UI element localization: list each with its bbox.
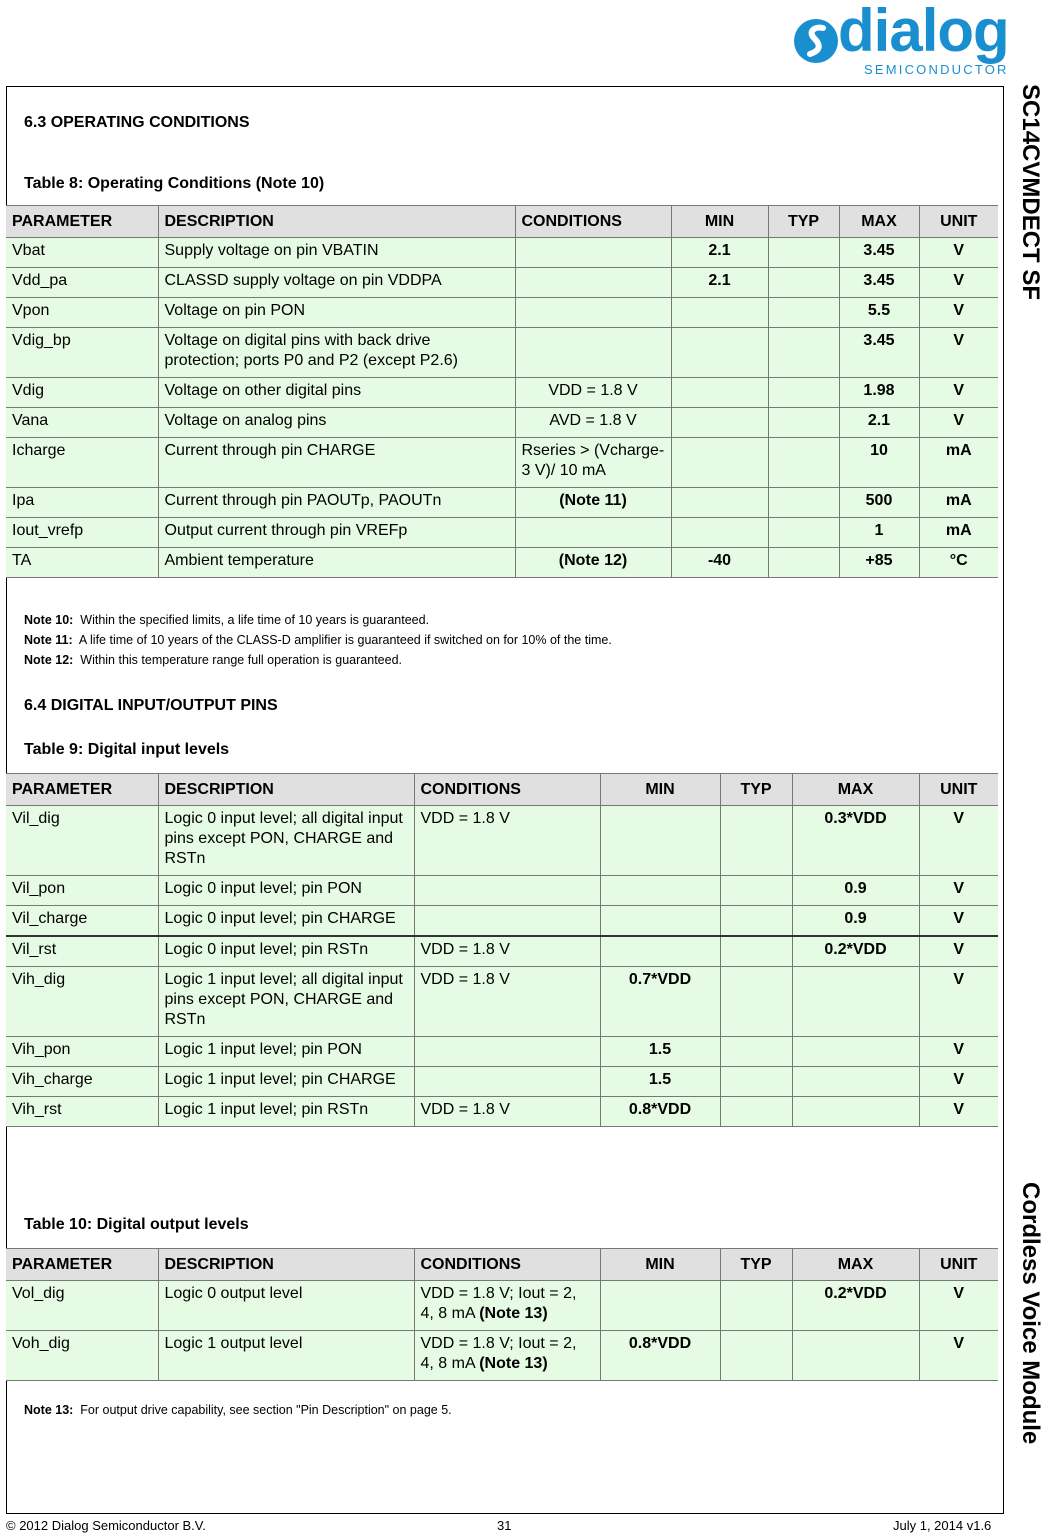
cell-description: Logic 0 output level [158, 1281, 414, 1331]
cell-conditions: Rseries > (Vcharge-3 V)/ 10 mA [515, 438, 671, 488]
cell-max: 0.3*VDD [792, 806, 919, 876]
cell-unit: V [919, 936, 998, 967]
cell-conditions [515, 328, 671, 378]
cell-parameter: Ipa [6, 488, 158, 518]
table8-title: Table 8: Operating Conditions (Note 10) [24, 175, 325, 192]
cell-conditions: VDD = 1.8 V [414, 967, 600, 1037]
table-row [6, 238, 998, 268]
note-label: Note 10: [24, 613, 74, 627]
table9-digital-input-levels [6, 773, 998, 1127]
cell-min [600, 1281, 720, 1331]
table10-header-max: MAX [792, 1249, 919, 1281]
note-item [24, 650, 612, 670]
cell-description: Output current through pin VREFp [158, 518, 515, 548]
table8-header-parameter: PARAMETER [6, 206, 158, 238]
cell-max: 2.1 [839, 408, 919, 438]
table-row [6, 328, 998, 378]
cell-description: Logic 1 input level; pin CHARGE [158, 1067, 414, 1097]
cell-parameter: Vih_rst [6, 1097, 158, 1127]
conditions-text: VDD = 1.8 V; Iout = 2, 4, 8 mA [420, 1335, 577, 1372]
table-row [6, 438, 998, 488]
cell-typ [720, 936, 792, 967]
table9-header-parameter: PARAMETER [6, 774, 158, 806]
table10-header-row [6, 1249, 998, 1281]
cell-parameter: Vol_dig [6, 1281, 158, 1331]
cell-max: 500 [839, 488, 919, 518]
cell-conditions [414, 906, 600, 937]
cell-description: CLASSD supply voltage on pin VDDPA [158, 268, 515, 298]
note-label: Note 11: [24, 633, 73, 647]
conditions-note-ref: (Note 13) [479, 1305, 548, 1322]
cell-unit: mA [919, 438, 998, 488]
table10-header-conditions: CONDITIONS [414, 1249, 600, 1281]
cell-description: Logic 1 input level; all digital input pins except PON, CHARGE and RSTn [158, 967, 414, 1037]
cell-parameter: Vpon [6, 298, 158, 328]
cell-unit: mA [919, 488, 998, 518]
section-heading-digital-io: 6.4 DIGITAL INPUT/OUTPUT PINS [24, 697, 278, 714]
cell-unit: mA [919, 518, 998, 548]
cell-parameter: Vih_dig [6, 967, 158, 1037]
cell-unit: V [919, 806, 998, 876]
cell-min [600, 806, 720, 876]
cell-typ [720, 806, 792, 876]
cell-max: 0.2*VDD [792, 936, 919, 967]
table10-title: Table 10: Digital output levels [24, 1216, 249, 1233]
cell-parameter: TA [6, 548, 158, 578]
cell-conditions: (Note 11) [515, 488, 671, 518]
cell-max [792, 967, 919, 1037]
cell-min: 1.5 [600, 1037, 720, 1067]
cell-parameter: Vana [6, 408, 158, 438]
cell-unit: V [919, 268, 998, 298]
table9-header-conditions: CONDITIONS [414, 774, 600, 806]
note-item [24, 610, 612, 630]
table-row [6, 936, 998, 967]
table9-header-max: MAX [792, 774, 919, 806]
table10-header-min: MIN [600, 1249, 720, 1281]
cell-max [792, 1067, 919, 1097]
table-row [6, 1281, 998, 1331]
cell-max: 0.9 [792, 876, 919, 906]
note-text: A life time of 10 years of the CLASS-D amplifier is guaranteed if switched on for 10% of the time. [78, 633, 612, 647]
cell-conditions [414, 1331, 600, 1381]
cell-unit: V [919, 1097, 998, 1127]
section-heading-operating-conditions: 6.3 OPERATING CONDITIONS [24, 114, 250, 131]
cell-max: 3.45 [839, 328, 919, 378]
table8-header-min: MIN [671, 206, 768, 238]
cell-conditions [515, 238, 671, 268]
table-row [6, 488, 998, 518]
table8-header-unit: UNIT [919, 206, 998, 238]
cell-parameter: Voh_dig [6, 1331, 158, 1381]
cell-conditions [515, 298, 671, 328]
cell-description: Voltage on digital pins with back drive protection; ports P0 and P2 (except P2.6) [158, 328, 515, 378]
cell-max: 0.9 [792, 906, 919, 937]
cell-min: 1.5 [600, 1067, 720, 1097]
cell-typ [720, 1037, 792, 1067]
cell-description: Logic 1 input level; pin PON [158, 1037, 414, 1067]
table9-header-typ: TYP [720, 774, 792, 806]
table-row [6, 518, 998, 548]
table-row [6, 268, 998, 298]
note-item [24, 1400, 452, 1420]
table-row [6, 967, 998, 1037]
cell-min [671, 488, 768, 518]
table8-header-description: DESCRIPTION [158, 206, 515, 238]
note-text: Within the specified limits, a life time of 10 years is guaranteed. [80, 613, 430, 627]
cell-description: Current through pin CHARGE [158, 438, 515, 488]
side-product-title: SC14CVMDECT SF [1017, 84, 1044, 301]
table-row [6, 378, 998, 408]
cell-typ [720, 967, 792, 1037]
footer-page-number: 31 [497, 1518, 512, 1533]
table-row [6, 906, 998, 937]
table10-header-typ: TYP [720, 1249, 792, 1281]
note-item [24, 630, 612, 650]
cell-max: 1 [839, 518, 919, 548]
footer-copyright: © 2012 Dialog Semiconductor B.V. [6, 1518, 206, 1533]
cell-conditions: (Note 12) [515, 548, 671, 578]
table8-header-typ: TYP [768, 206, 839, 238]
table-row [6, 408, 998, 438]
cell-unit: V [919, 1331, 998, 1381]
cell-parameter: Vih_pon [6, 1037, 158, 1067]
cell-max: 1.98 [839, 378, 919, 408]
cell-description: Voltage on pin PON [158, 298, 515, 328]
cell-typ [768, 268, 839, 298]
cell-typ [768, 328, 839, 378]
cell-parameter: Vdd_pa [6, 268, 158, 298]
cell-conditions [414, 1037, 600, 1067]
cell-conditions: VDD = 1.8 V [414, 936, 600, 967]
cell-typ [720, 906, 792, 937]
dialog-logo-mark-icon [792, 14, 840, 66]
cell-typ [768, 518, 839, 548]
cell-unit: V [919, 876, 998, 906]
table9-header-row [6, 774, 998, 806]
table8-operating-conditions [6, 205, 998, 578]
cell-description: Logic 0 input level; pin RSTn [158, 936, 414, 967]
cell-min: 0.7*VDD [600, 967, 720, 1037]
cell-conditions: VDD = 1.8 V [414, 1097, 600, 1127]
cell-min [600, 876, 720, 906]
conditions-note-ref: (Note 13) [479, 1355, 548, 1372]
cell-min [671, 328, 768, 378]
cell-description: Supply voltage on pin VBATIN [158, 238, 515, 268]
table-row [6, 1067, 998, 1097]
conditions-text: VDD = 1.8 V; Iout = 2, 4, 8 mA [420, 1285, 577, 1322]
cell-max [792, 1037, 919, 1067]
notes-table10 [24, 1400, 452, 1420]
table9-header-min: MIN [600, 774, 720, 806]
cell-max: +85 [839, 548, 919, 578]
cell-min: -40 [671, 548, 768, 578]
cell-description: Logic 0 input level; pin CHARGE [158, 906, 414, 937]
cell-parameter: Vbat [6, 238, 158, 268]
table10-digital-output-levels [6, 1248, 998, 1381]
note-label: Note 12: [24, 653, 74, 667]
cell-min [671, 298, 768, 328]
cell-unit: V [919, 238, 998, 268]
note-label: Note 13: [24, 1403, 74, 1417]
cell-max [792, 1331, 919, 1381]
table-row [6, 548, 998, 578]
cell-parameter: Vih_charge [6, 1067, 158, 1097]
cell-min: 0.8*VDD [600, 1097, 720, 1127]
cell-typ [768, 378, 839, 408]
cell-min [600, 936, 720, 967]
cell-unit: V [919, 1037, 998, 1067]
table-row [6, 1331, 998, 1381]
cell-unit: V [919, 328, 998, 378]
cell-unit: °C [919, 548, 998, 578]
cell-description: Logic 1 input level; pin RSTn [158, 1097, 414, 1127]
cell-typ [768, 488, 839, 518]
cell-min [671, 438, 768, 488]
note-text: For output drive capability, see section "Pin Description" on page 5. [80, 1403, 452, 1417]
cell-unit: V [919, 378, 998, 408]
cell-min [600, 906, 720, 937]
cell-typ [768, 298, 839, 328]
cell-description: Current through pin PAOUTp, PAOUTn [158, 488, 515, 518]
cell-conditions: AVD = 1.8 V [515, 408, 671, 438]
cell-max: 3.45 [839, 268, 919, 298]
table-row [6, 876, 998, 906]
cell-min [671, 408, 768, 438]
cell-conditions [414, 876, 600, 906]
cell-conditions: VDD = 1.8 V [515, 378, 671, 408]
table-row [6, 298, 998, 328]
cell-parameter: Icharge [6, 438, 158, 488]
cell-parameter: Vdig [6, 378, 158, 408]
cell-typ [720, 1331, 792, 1381]
cell-max: 10 [839, 438, 919, 488]
cell-parameter: Vil_rst [6, 936, 158, 967]
cell-unit: V [919, 1281, 998, 1331]
cell-conditions: VDD = 1.8 V [414, 806, 600, 876]
cell-description: Voltage on analog pins [158, 408, 515, 438]
cell-description: Ambient temperature [158, 548, 515, 578]
table9-title: Table 9: Digital input levels [24, 741, 230, 758]
table-row [6, 1037, 998, 1067]
table8-header-max: MAX [839, 206, 919, 238]
cell-description: Logic 1 output level [158, 1331, 414, 1381]
cell-unit: V [919, 906, 998, 937]
cell-min [671, 518, 768, 548]
cell-typ [768, 438, 839, 488]
cell-description: Voltage on other digital pins [158, 378, 515, 408]
cell-min: 2.1 [671, 238, 768, 268]
note-text: Within this temperature range full operation is guaranteed. [80, 653, 402, 667]
logo-wordmark: dialog [838, 0, 1009, 64]
cell-unit: V [919, 1067, 998, 1097]
cell-min: 2.1 [671, 268, 768, 298]
cell-parameter: Iout_vrefp [6, 518, 158, 548]
cell-conditions [414, 1281, 600, 1331]
dialog-logo [792, 0, 1040, 78]
table8-header-conditions: CONDITIONS [515, 206, 671, 238]
cell-typ [720, 876, 792, 906]
table10-header-unit: UNIT [919, 1249, 998, 1281]
footer-date-version: July 1, 2014 v1.6 [893, 1518, 992, 1533]
cell-conditions [414, 1067, 600, 1097]
cell-parameter: Vdig_bp [6, 328, 158, 378]
cell-max [792, 1097, 919, 1127]
cell-min [671, 378, 768, 408]
cell-conditions [515, 268, 671, 298]
notes-table8 [24, 610, 612, 670]
logo-subtitle: SEMICONDUCTOR [864, 62, 1009, 77]
cell-typ [720, 1097, 792, 1127]
table10-header-parameter: PARAMETER [6, 1249, 158, 1281]
cell-parameter: Vil_dig [6, 806, 158, 876]
cell-description: Logic 0 input level; pin PON [158, 876, 414, 906]
cell-parameter: Vil_pon [6, 876, 158, 906]
cell-typ [768, 548, 839, 578]
cell-description: Logic 0 input level; all digital input pins except PON, CHARGE and RSTn [158, 806, 414, 876]
table10-header-description: DESCRIPTION [158, 1249, 414, 1281]
cell-max: 3.45 [839, 238, 919, 268]
cell-conditions [515, 518, 671, 548]
cell-max: 5.5 [839, 298, 919, 328]
cell-typ [720, 1067, 792, 1097]
table9-header-description: DESCRIPTION [158, 774, 414, 806]
cell-typ [720, 1281, 792, 1331]
table8-header-row [6, 206, 998, 238]
table-row [6, 806, 998, 876]
cell-unit: V [919, 967, 998, 1037]
cell-max: 0.2*VDD [792, 1281, 919, 1331]
cell-parameter: Vil_charge [6, 906, 158, 937]
cell-unit: V [919, 298, 998, 328]
cell-unit: V [919, 408, 998, 438]
cell-min: 0.8*VDD [600, 1331, 720, 1381]
table-row [6, 1097, 998, 1127]
cell-typ [768, 238, 839, 268]
table9-header-unit: UNIT [919, 774, 998, 806]
side-subtitle: Cordless Voice Module [1017, 1182, 1044, 1445]
cell-typ [768, 408, 839, 438]
